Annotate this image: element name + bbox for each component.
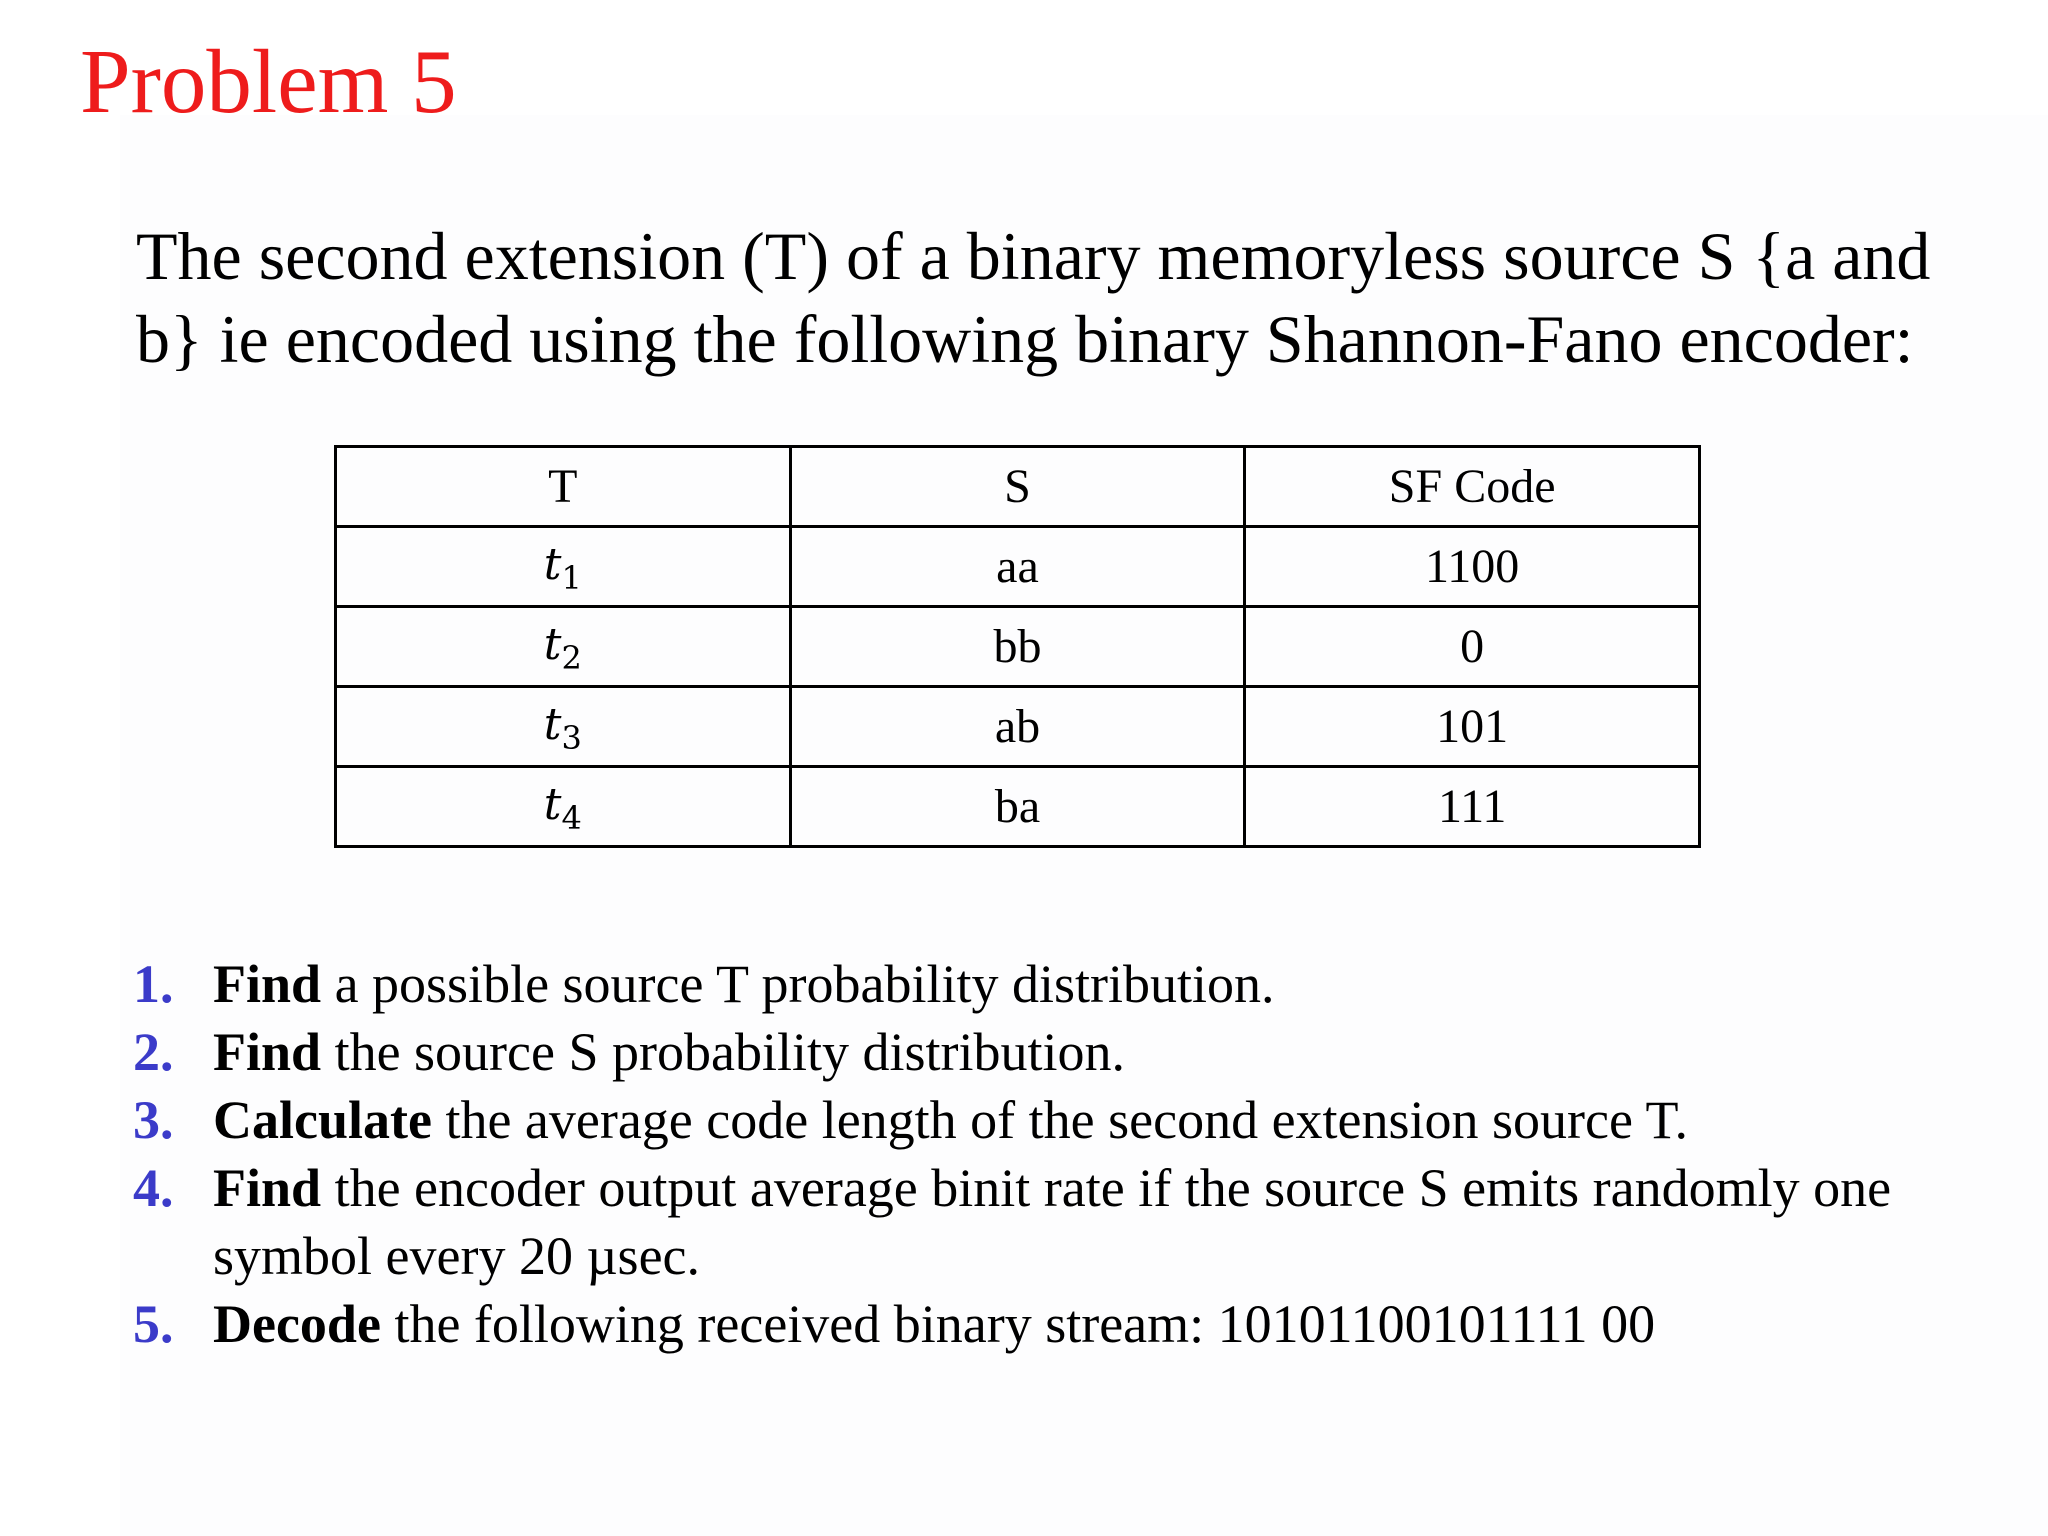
t-symbol-cell [336,527,791,607]
s-symbol-cell: bb [790,607,1245,687]
sf-code-cell: 0 [1245,607,1700,687]
list-item-text: the average code length of the second extension source T. [431,1090,1688,1150]
list-item-text: the encoder output average binit rate if the source S emits randomly one symbol every 20 µsec. [213,1158,1892,1286]
table-header-row [336,447,1700,527]
t-symbol-base: t [543,539,562,590]
table-row [336,527,1700,607]
column-header-s: S [790,447,1245,527]
list-item-text: a possible source T probability distribution. [321,954,1275,1014]
t-symbol-subscript: 1 [561,559,582,597]
problem-statement: The second extension (T) of a binary memoryless source S {a and b} ie encoded using the following binary Shannon-Fano encoder: [136,218,1931,377]
t-symbol-subscript: 2 [561,639,582,677]
s-symbol-cell: ba [790,767,1245,847]
column-header-t: T [336,447,791,527]
table-row [336,687,1700,767]
table-row [336,607,1700,687]
list-item-number: 5. [133,1294,174,1354]
list-item-number: 3. [133,1090,174,1150]
t-symbol-subscript: 3 [561,719,582,757]
list-item-text: the source S probability distribution. [321,1022,1125,1082]
list-item-text: the following received binary stream: 10101100101111 00 [380,1294,1656,1354]
list-item-verb: Find [213,1022,322,1082]
list-item [133,1290,1933,1358]
sf-code-cell: 101 [1245,687,1700,767]
list-item [133,1154,1933,1290]
list-item-number: 1. [133,954,174,1014]
column-header-sf-code: SF Code [1245,447,1700,527]
sf-code-cell: 111 [1245,767,1700,847]
list-item [133,950,1933,1018]
sf-code-cell: 1100 [1245,527,1700,607]
t-symbol-subscript: 4 [561,799,582,837]
list-item-verb: Find [213,1158,322,1218]
task-list [133,950,1933,1358]
t-symbol-base: t [543,619,562,670]
t-symbol-base: t [543,779,562,830]
t-symbol-base: t [543,699,562,750]
page-title: Problem 5 [80,31,457,132]
s-symbol-cell: ab [790,687,1245,767]
list-item-number: 4. [133,1158,174,1218]
t-symbol-cell [336,687,791,767]
t-symbol-cell [336,767,791,847]
list-item [133,1086,1933,1154]
list-item [133,1018,1933,1086]
shannon-fano-table [334,445,1701,848]
list-item-verb: Decode [213,1294,381,1354]
table-row [336,767,1700,847]
list-item-verb: Find [213,954,322,1014]
list-item-verb: Calculate [213,1090,432,1150]
t-symbol-cell [336,607,791,687]
list-item-number: 2. [133,1022,174,1082]
s-symbol-cell: aa [790,527,1245,607]
